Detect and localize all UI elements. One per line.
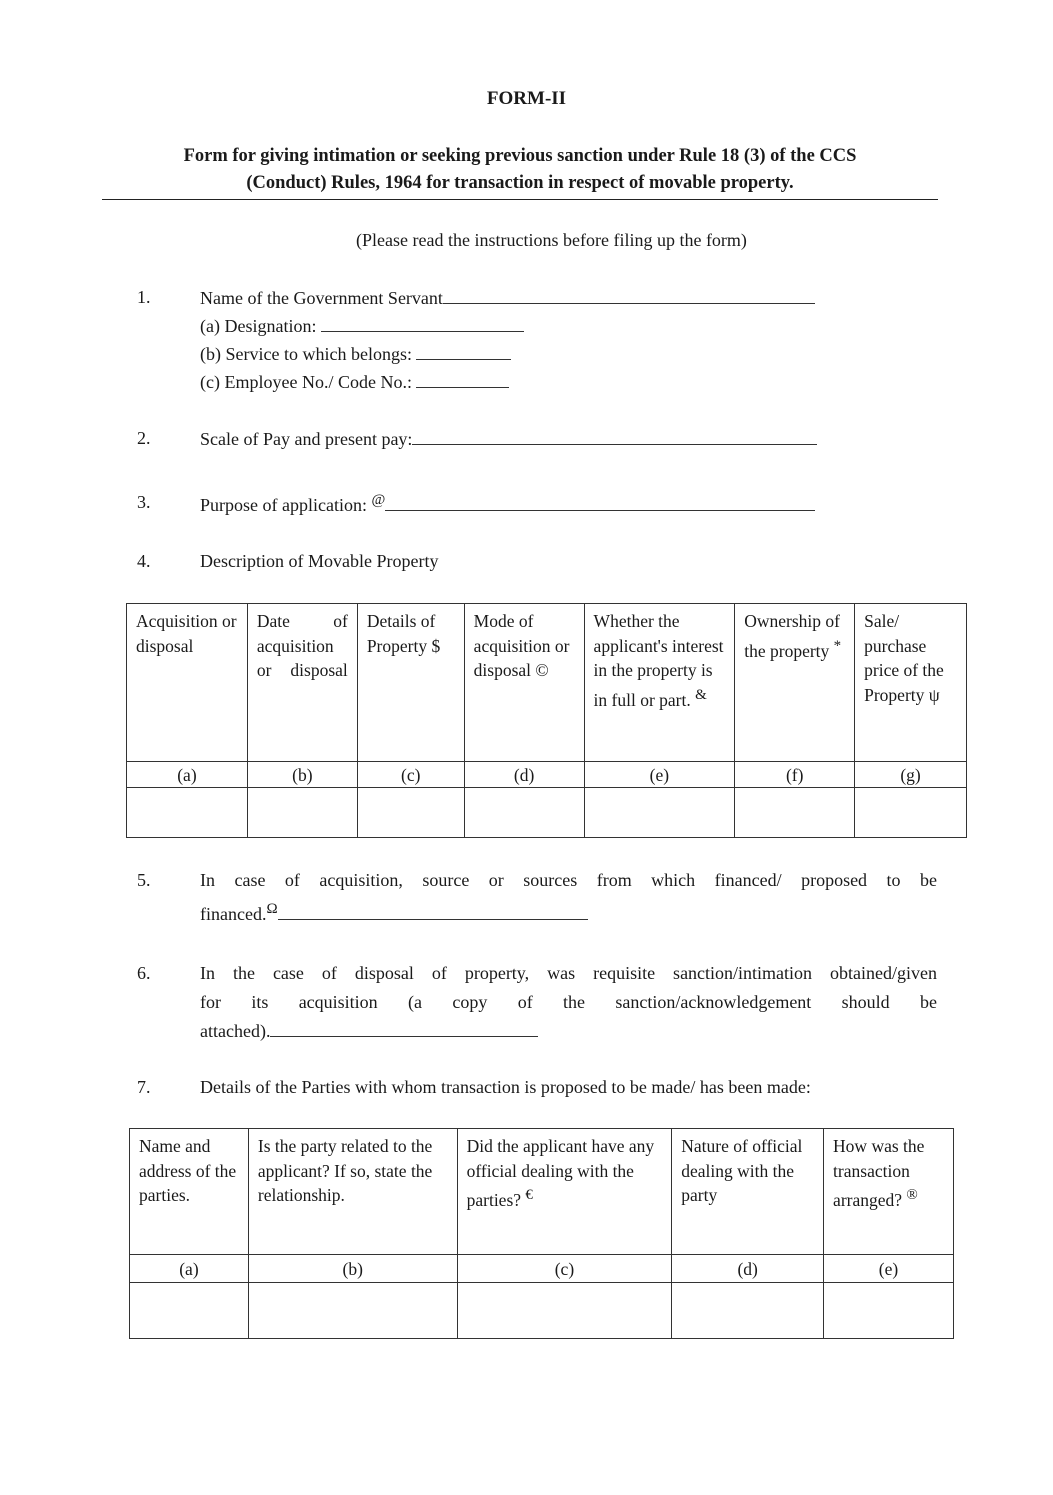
designation-label: (a) Designation:	[200, 316, 317, 336]
item-1-number: 1.	[137, 287, 151, 307]
financed-field[interactable]	[278, 903, 588, 920]
entry-a[interactable]	[130, 1283, 249, 1339]
item-7-number: 7.	[137, 1077, 151, 1097]
label-b: (b)	[247, 762, 357, 788]
item-1-label: Name of the Government Servant	[200, 288, 443, 308]
col-mode: Mode of acquisition or disposal ©	[464, 604, 584, 762]
entry-f[interactable]	[735, 788, 855, 838]
item-3-row	[200, 492, 815, 516]
interest-text: Whether the applicant's interest in the property is in full or part.	[593, 611, 724, 710]
label-a: (a)	[130, 1255, 249, 1283]
table1-label-row	[127, 762, 967, 788]
entry-c[interactable]	[357, 788, 464, 838]
header-divider	[102, 199, 938, 200]
col-official-dealing	[457, 1129, 672, 1255]
item-5-line-1: In case of acquisition, source or sources from which financed/ proposed to be	[200, 870, 937, 890]
item-4-number: 4.	[137, 551, 151, 571]
entry-a[interactable]	[127, 788, 248, 838]
parties-table	[129, 1128, 954, 1339]
table1-entry-row	[127, 788, 967, 838]
table2-label-row	[130, 1255, 954, 1283]
purpose-mark: @	[371, 492, 386, 508]
col-party-related: Is the party related to the applicant? If so, state the relationship.	[248, 1129, 457, 1255]
label-d: (d)	[672, 1255, 824, 1283]
col-nature-of-dealing: Nature of official dealing with the party	[672, 1129, 824, 1255]
financed-mark: Ω	[266, 901, 278, 917]
purpose-field[interactable]	[385, 494, 815, 511]
item-1a-row	[200, 315, 524, 337]
label-c: (c)	[457, 1255, 672, 1283]
item-6-line-2: for its acquisition (a copy of the sanction/acknowledgement should be	[200, 992, 937, 1012]
parties-label: Details of the Parties with whom transaction is proposed to be made/ has been made:	[200, 1077, 811, 1097]
arranged-text: How was the transaction arranged?	[833, 1136, 925, 1210]
official-dealing-text: Did the applicant have any official dealing with the parties?	[466, 1136, 655, 1210]
table2-entry-row	[130, 1283, 954, 1339]
label-e: (e)	[584, 762, 735, 788]
entry-e[interactable]	[824, 1283, 954, 1339]
item-3-number: 3.	[137, 492, 151, 512]
item-6-line-3	[200, 1017, 937, 1046]
official-dealing-mark: €	[525, 1187, 533, 1203]
form-subtitle	[100, 143, 940, 197]
form-title: FORM-II	[486, 88, 567, 109]
label-b: (b)	[248, 1255, 457, 1283]
item-5-number: 5.	[137, 870, 151, 890]
ownership-text: Ownership of the property	[744, 611, 840, 661]
col-acquisition-or-disposal: Acquisition or disposal	[127, 604, 248, 762]
col-interest	[584, 604, 735, 762]
entry-d[interactable]	[672, 1283, 824, 1339]
label-f: (f)	[735, 762, 855, 788]
col-details: Details of Property $	[357, 604, 464, 762]
col-party-name: Name and address of the parties.	[130, 1129, 249, 1255]
label-d: (d)	[464, 762, 584, 788]
scale-of-pay-field[interactable]	[412, 428, 817, 445]
label-g: (g)	[855, 762, 967, 788]
service-label: (b) Service to which belongs:	[200, 344, 412, 364]
item-6-line-1: In the case of disposal of property, was requisite sanction/intimation obtained/given	[200, 963, 937, 983]
govt-servant-name-field[interactable]	[443, 287, 815, 304]
purpose-label: Purpose of application:	[200, 495, 367, 515]
entry-d[interactable]	[464, 788, 584, 838]
item-2-number: 2.	[137, 428, 151, 448]
item-6-number: 6.	[137, 963, 151, 983]
entry-e[interactable]	[584, 788, 735, 838]
employee-no-field[interactable]	[416, 371, 509, 388]
attached-label: attached).	[200, 1021, 271, 1041]
financed-label: financed.	[200, 904, 267, 924]
item-5-line-2	[200, 895, 937, 929]
col-date: Date of acquisition or disposal	[247, 604, 357, 762]
employee-no-label: (c) Employee No./ Code No.:	[200, 372, 412, 392]
table1-header-row	[127, 604, 967, 762]
col-ownership	[735, 604, 855, 762]
designation-field[interactable]	[321, 315, 524, 332]
item-6-text	[200, 959, 937, 1046]
col-arranged	[824, 1129, 954, 1255]
entry-g[interactable]	[855, 788, 967, 838]
item-1b-row	[200, 343, 511, 365]
entry-c[interactable]	[457, 1283, 672, 1339]
instruction-note: (Please read the instructions before filing up the form)	[356, 230, 747, 250]
item-1-row	[200, 287, 815, 309]
subtitle-line-1: Form for giving intimation or seeking previous sanction under Rule 18 (3) of the CCS	[183, 146, 857, 166]
movable-property-label: Description of Movable Property	[200, 551, 439, 571]
item-1c-row	[200, 371, 509, 393]
service-field[interactable]	[416, 343, 511, 360]
entry-b[interactable]	[247, 788, 357, 838]
scale-of-pay-label: Scale of Pay and present pay:	[200, 429, 413, 449]
interest-mark: &	[695, 686, 707, 703]
entry-b[interactable]	[248, 1283, 457, 1339]
label-c: (c)	[357, 762, 464, 788]
item-5-text	[200, 866, 937, 929]
movable-property-table	[126, 603, 967, 838]
arranged-mark: ®	[906, 1187, 918, 1203]
label-a: (a)	[127, 762, 248, 788]
label-e: (e)	[824, 1255, 954, 1283]
attached-field[interactable]	[270, 1020, 538, 1037]
ownership-mark: *	[833, 637, 842, 654]
table2-header-row	[130, 1129, 954, 1255]
item-2-row	[200, 428, 817, 450]
col-price: Sale/ purchase price of the Property ψ	[855, 604, 967, 762]
subtitle-line-2: (Conduct) Rules, 1964 for transaction in respect of movable property.	[246, 173, 794, 193]
